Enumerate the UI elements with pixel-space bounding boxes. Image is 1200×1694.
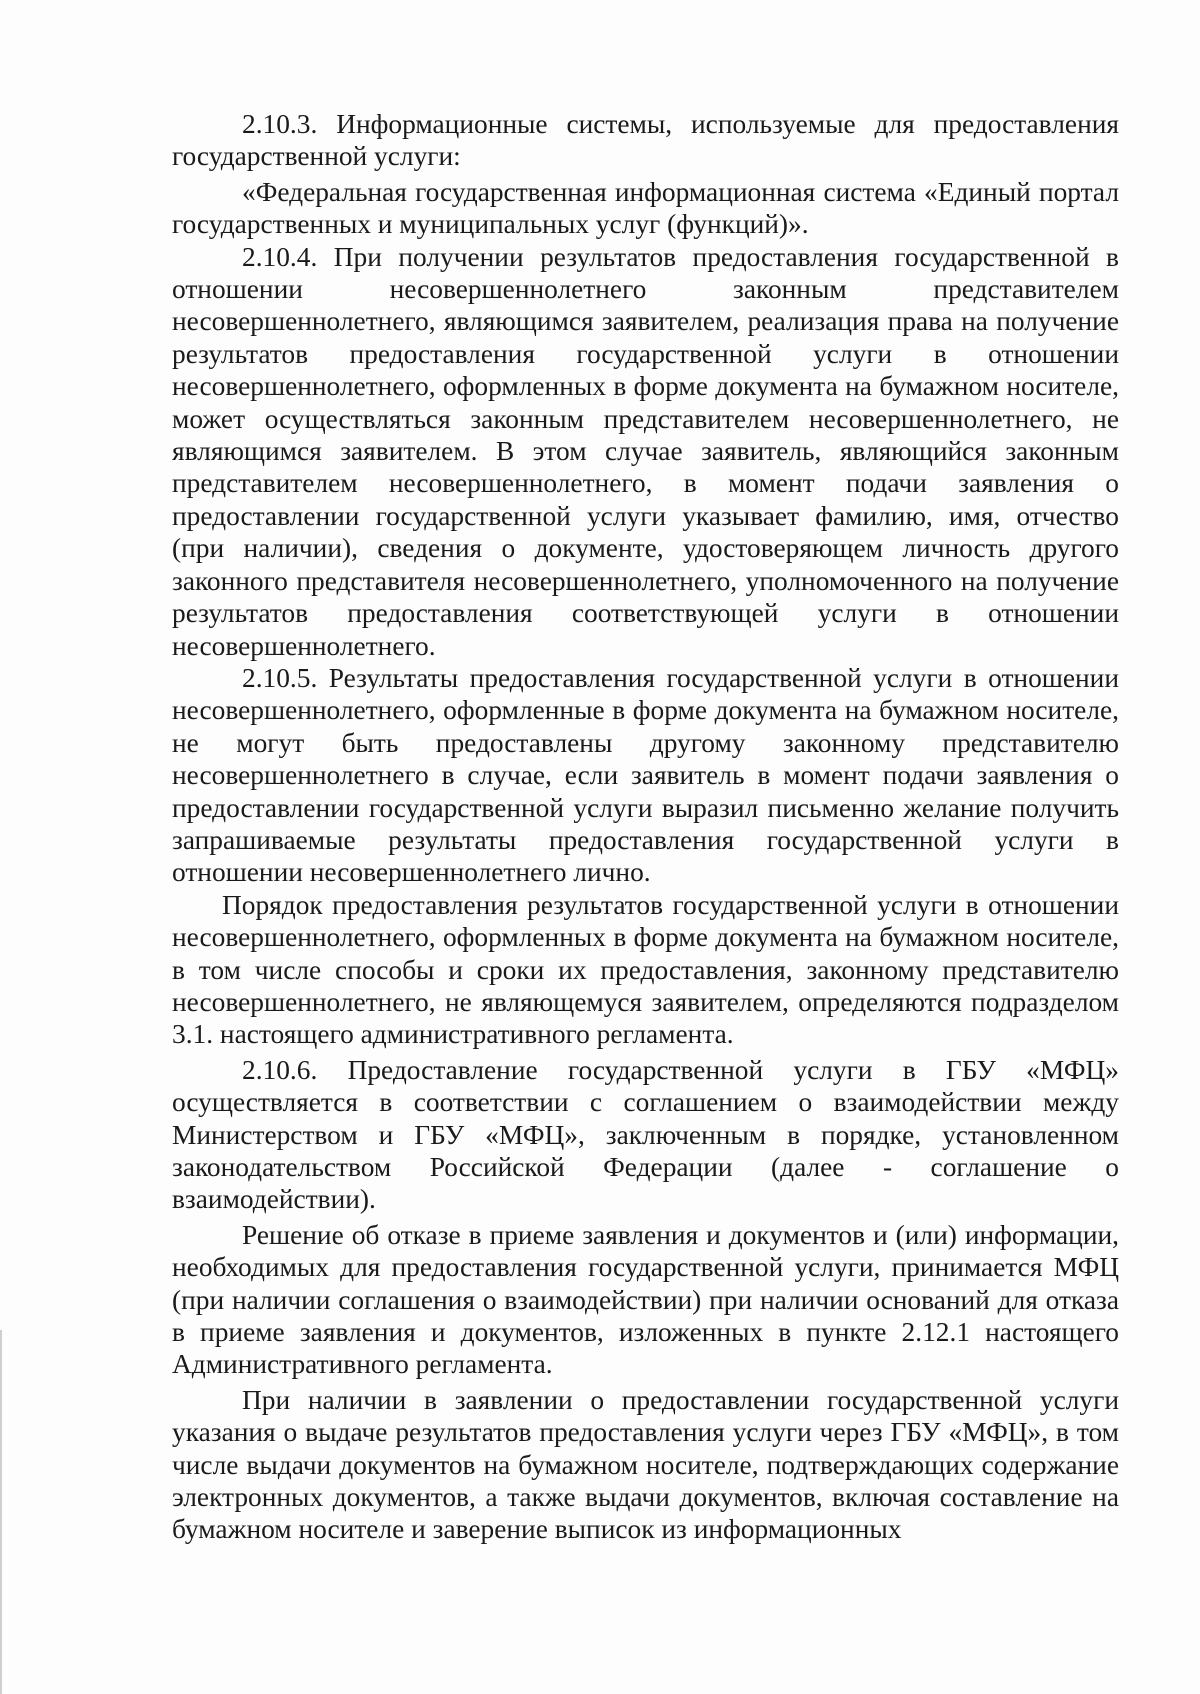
paragraph-2-10-6: 2.10.6. Предоставление государственной услуги в ГБУ «МФЦ» осуществляется в соответствии с соглашением о взаимодействии между Министерством и ГБУ «МФЦ», заключенным в порядке, установленном законодательством Российской Федерации (далее - соглашение о взаимодействии). [172,1054,1119,1215]
scan-edge-mark [0,1330,2,1694]
document-body [172,108,1119,1546]
paragraph-procedure: Порядок предоставления результатов государственной услуги в отношении несовершеннолетнего, оформленных в форме документа на бумажном носителе, в том числе способы и сроки их предоставления, законному представителю несовершеннолетнего, не являющемуся заявителем, определяются подразделом 3.1. настоящего административного регламента. [172,889,1119,1050]
paragraph-2-10-5: 2.10.5. Результаты предоставления государственной услуги в отношении несовершеннолетнего, оформленные в форме документа на бумажном носителе, не могут быть предоставлены другому законному представителю несовершеннолетнего в случае, если заявитель в момент подачи заявления о предоставлении государственной услуги выразил письменно желание получить запрашиваемые результаты предоставления государственной услуги в отношении несовершеннолетнего лично. [172,662,1119,888]
paragraph-mfc-issuance: При наличии в заявлении о предоставлении государственной услуги указания о выдаче результатов предоставления услуги через ГБУ «МФЦ», в том числе выдачи документов на бумажном носителе, подтверждающих содержание электронных документов, а также выдачи документов, включая составление на бумажном носителе и заверение выписок из информационных [172,1384,1119,1545]
paragraph-refusal-decision: Решение об отказе в приеме заявления и документов и (или) информации, необходимых для предоставления государственной услуги, принимается МФЦ (при наличии соглашения о взаимодействии) при наличии оснований для отказа в приеме заявления и документов, изложенных в пункте 2.12.1 настоящего Административного регламента. [172,1219,1119,1380]
paragraph-2-10-3: 2.10.3. Информационные системы, используемые для предоставления государственной услуги: [172,109,1119,172]
paragraph-2-10-4: 2.10.4. При получении результатов предоставления государственной в отношении несовершеннолетнего законным представителем несовершеннолетнего, являющимся заявителем, реализация права на получение результатов предоставления государственной услуги в отношении несовершеннолетнего, оформленных в форме документа на бумажном носителе, может осуществляться законным представителем несовершеннолетнего, не являющимся заявителем. В этом случае заявитель, являющийся законным представителем несовершеннолетнего, в момент подачи заявления о предоставлении государственной услуги указывает фамилию, имя, отчество (при наличии), сведения о документе, удостоверяющем личность другого законного представителя несовершеннолетнего, уполномоченного на получение результатов предоставления соответствующей услуги в отношении несовершеннолетнего. [172,241,1119,661]
paragraph-information-system: «Федеральная государственная информационная система «Единый портал государственных и муниципальных услуг (функций)». [172,176,1119,240]
